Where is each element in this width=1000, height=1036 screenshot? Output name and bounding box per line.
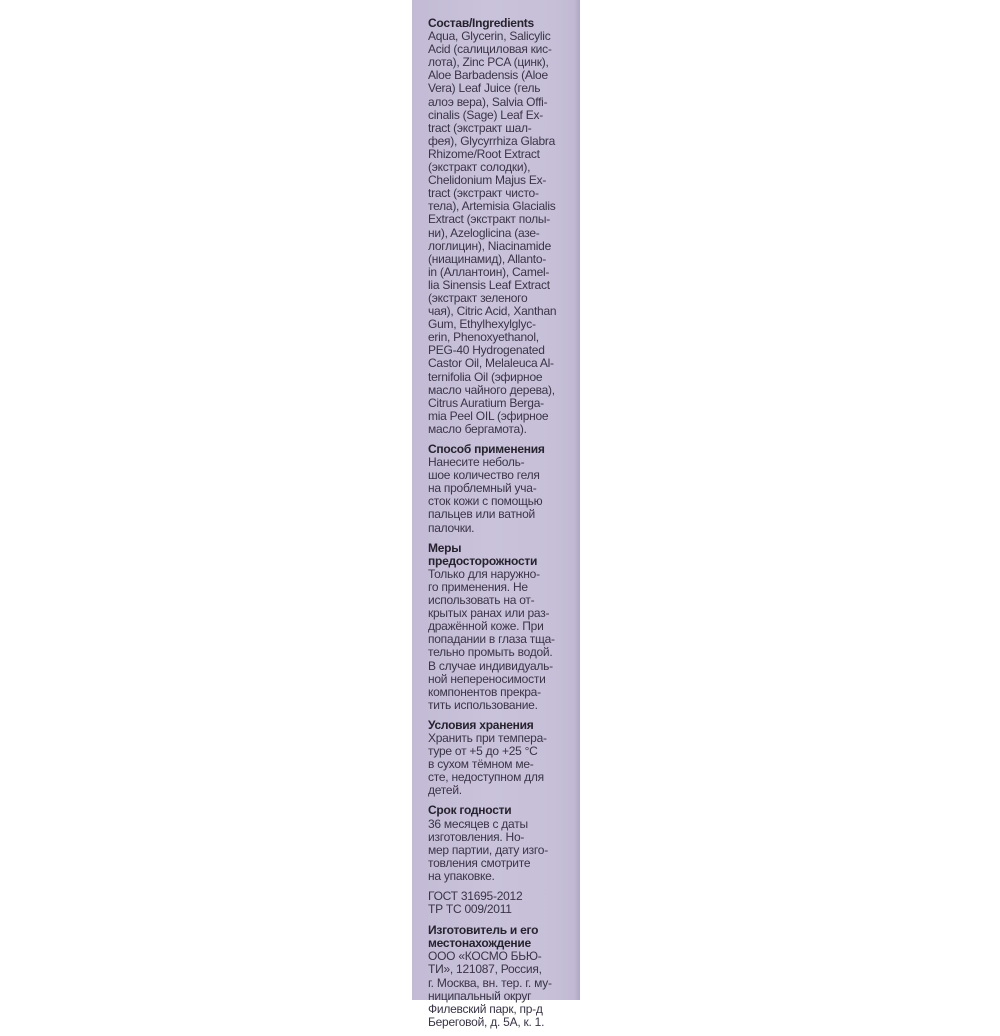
composition-section xyxy=(428,17,578,436)
composition-text: Aqua, Glycerin, Salicylic Acid (салициловая кис- лота), Zinc PCA (цинк), Aloe Barbadensis (Aloe Vera) Leaf Juice (гель алоэ вера), Salvia Offi- cinalis (Sage) Leaf Ex- tract (экстракт шал- фея), Glycyrrhiza Glabra Rhizome/Root Extract (экстракт солодки), Chelidonium Majus Ex- tract (экстракт чисто- тела), Artemisia Glacialis Extract (экстракт полы- ни), Azeloglicina (азе- логлицин), Niacinamide (ниацинамид), Allanto- in (Аллантоин), Camel- lia Sinensis Leaf Extract (экстракт зеленого чая), Citric Acid, Xanthan Gum, Ethylhexylglyc- erin, Phenoxyethanol, PEG-40 Hydrogenated Castor Oil, Melaleuca Al- ternifolia Oil (эфирное масло чайного дерева), Citrus Auratium Berga- mia Peel OIL (эфирное масло бергамота). xyxy=(428,29,557,436)
precautions-heading: Меры предосторожности xyxy=(428,540,538,568)
storage-section xyxy=(428,719,578,798)
shelf-life-section xyxy=(428,804,578,883)
label-text-column xyxy=(428,17,578,1036)
shelf-life-text: 36 месяцев с даты изготовления. Но- мер партии, дату изго- товления смотрите на упаковке. xyxy=(428,816,548,883)
precautions-section xyxy=(428,542,578,712)
precautions-text: Только для наружно- го применения. Не использовать на от- крытых ранах или раз- дражённой коже. При попадании в глаза тща- тельно промыть водой. В случае индивидуаль- ной непереносимости компонентов прекра- тить использование. xyxy=(428,566,555,712)
shelf-life-heading: Срок годности xyxy=(428,803,512,818)
usage-text: Нанесите неболь- шое количество геля на проблемный уча- сток кожи с помощью пальцев или ватной палочки. xyxy=(428,455,543,535)
manufacturer-text: ООО «КОСМО БЬЮ- ТИ», 121087, Россия, г. Москва, вн. тер. г. му- ниципальный округ Филевский парк, пр-д Береговой, д. 5А, к. 1. xyxy=(428,949,552,1029)
standards-text: ГОСТ 31695-2012 ТР ТС 009/2011 xyxy=(428,889,523,917)
usage-heading: Способ применения xyxy=(428,442,545,456)
storage-text: Хранить при темпера- туре от +5 до +25 °С в сухом тёмном ме- сте, недоступном для детей. xyxy=(428,730,547,798)
manufacturer-section xyxy=(428,924,578,1029)
manufacturer-heading: Изготовитель и его местонахождение xyxy=(428,923,539,951)
composition-heading: Состав/Ingredients xyxy=(428,16,534,30)
storage-heading: Условия хранения xyxy=(428,717,534,732)
usage-section xyxy=(428,443,578,535)
